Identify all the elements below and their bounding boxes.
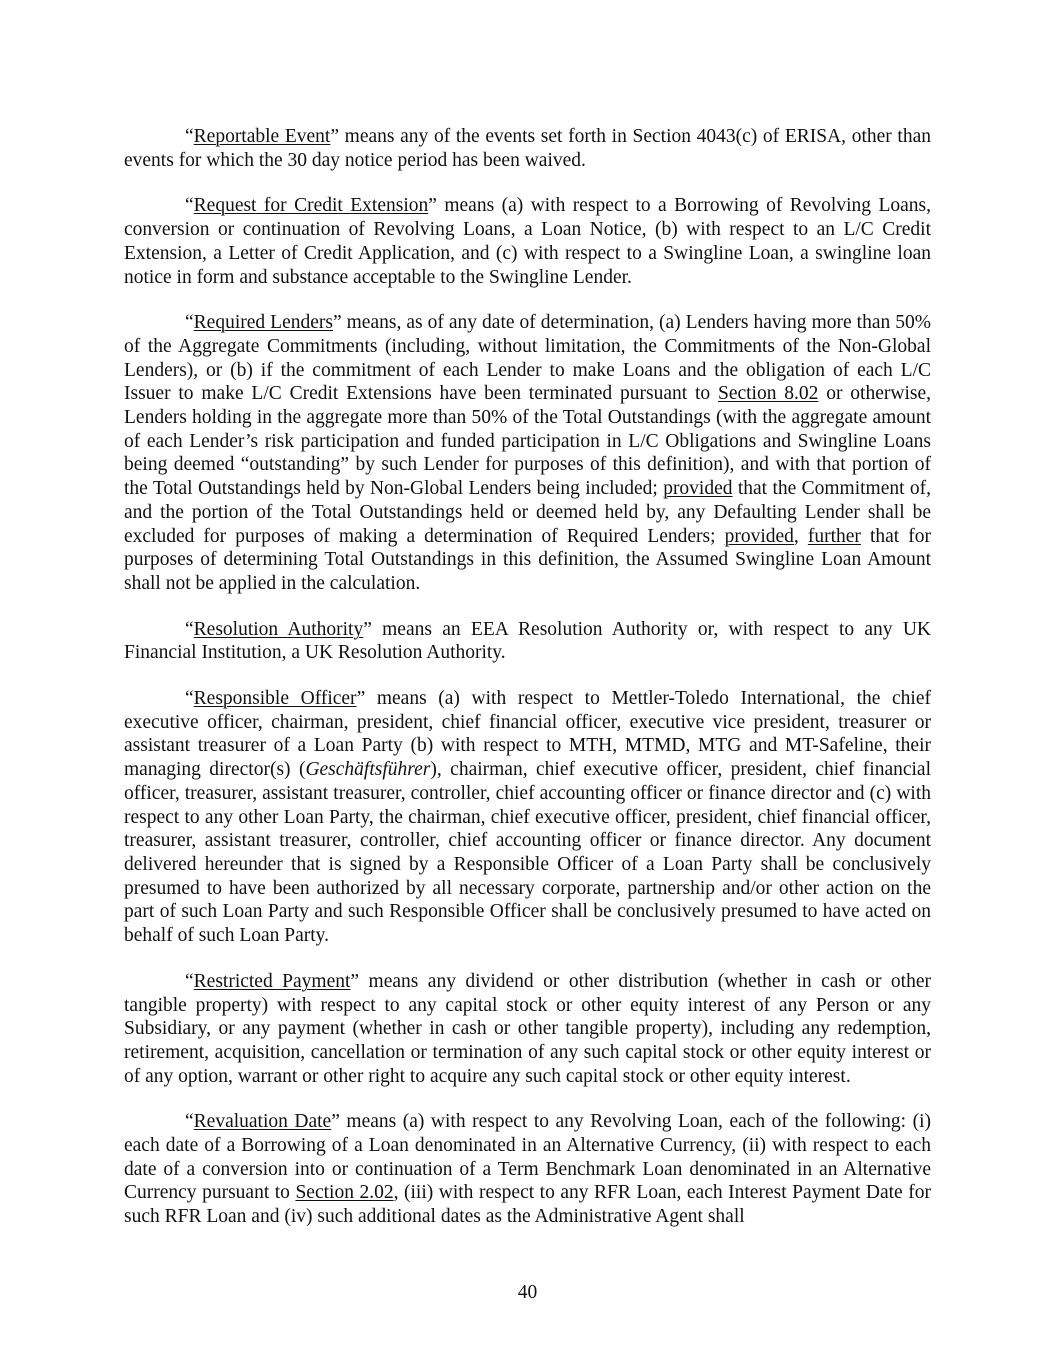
definition-text: “ <box>185 312 194 334</box>
definition-text: , (iii) with respect to any RFR Loan, each Interest Payment Date for such RFR Loan and (iv) such additional dates as the Administrative Agent shall <box>124 1182 931 1228</box>
definition-text: “ <box>185 1111 194 1133</box>
definition-paragraph <box>124 687 931 948</box>
definition-text: “ <box>185 195 194 217</box>
underlined-reference: Section 2.02 <box>295 1182 394 1204</box>
definition-text: ” means any dividend or other distribution (whether in cash or other tangible property) with respect to any capital stock or other equity interest of any Person or any Subsidiary, or any payment (whether in cash or other tangible property), including any redemption, retirement, acquisition, cancellation or termination of any such capital stock or other equity interest or of any option, warrant or other right to acquire any such capital stock or other equity interest. <box>124 970 931 1087</box>
definition-paragraph <box>124 311 931 595</box>
definition-text: that the Commitment of, and the portion of the Total Outstandings held or deemed held by, any Defaulting Lender shall be excluded for purposes of making a determination of Required Lenders; <box>124 478 931 547</box>
definition-text: “ <box>185 688 194 710</box>
definition-text: ” means any of the events set forth in Section 4043(c) of ERISA, other than events for which the 30 day notice period has been waived. <box>124 126 931 171</box>
underlined-reference: further <box>807 525 861 547</box>
defined-term: Revaluation Date <box>193 1111 332 1133</box>
definition-text: that for purposes of determining Total Outstandings in this definition, the Assumed Swingline Loan Amount shall not be applied in the calculation. <box>124 525 932 594</box>
italic-term: Geschäftsführer <box>305 759 431 781</box>
definition-text: ), chairman, chief executive officer, president, chief financial officer, treasurer, assistant treasurer, controller, chief accounting officer or finance director and (c) with respect to any other Loan Party, the chairman, chief executive officer, president, chief financial officer, treasurer, assistant treasurer, controller, chief accounting officer or finance director. Any document delivered hereunder that is signed by a Responsible Officer of a Loan Party shall be conclusively presumed to have been authorized by all necessary corporate, partnership and/or other action on the part of such Loan Party and such Responsible Officer shall be conclusively presumed to have acted on behalf of such Loan Party. <box>124 759 931 947</box>
definition-paragraph <box>124 618 931 665</box>
underlined-reference: Section 8.02 <box>717 383 819 405</box>
page-number: 40 <box>517 1282 538 1303</box>
defined-term: Request for Credit Extension <box>193 195 429 217</box>
defined-term: Responsible Officer <box>193 688 357 710</box>
underlined-reference: provided <box>663 478 733 500</box>
definition-text: , <box>793 525 808 547</box>
defined-term: Resolution Authority <box>193 618 364 640</box>
definition-text: or otherwise, Lenders holding in the aggregate more than 50% of the Total Outstandings (with the aggregate amount of each Lender’s risk participation and funded participation in L/C Obligations and Swingline Loans being deemed “outstanding” by such Lender for purposes of this definition), and with that portion of the Total Outstandings held by Non-Global Lenders being included; <box>124 383 931 500</box>
defined-term: Restricted Payment <box>193 970 351 992</box>
definitions-body <box>124 125 931 1229</box>
definition-text: “ <box>185 126 194 147</box>
underlined-reference: provided <box>724 525 794 547</box>
defined-term: Reportable Event <box>193 126 331 147</box>
definition-paragraph <box>124 125 931 172</box>
definition-text: “ <box>185 618 194 640</box>
definition-paragraph <box>124 970 931 1089</box>
definition-text: ” means (a) with respect to Mettler-Toledo International, the chief executive officer, chairman, president, chief financial officer, executive vice president, treasurer or assistant treasurer of a Loan Party (b) with respect to MTH, MTMD, MTG and MT-Safeline, their managing director(s) ( <box>124 688 932 781</box>
definition-text: ” means (a) with respect to a Borrowing of Revolving Loans, conversion or continuation of Revolving Loans, a Loan Notice, (b) with respect to an L/C Credit Extension, a Letter of Credit Application, and (c) with respect to a Swingline Loan, a swingline loan notice in form and substance acceptable to the Swingline Lender. <box>124 195 931 288</box>
definition-text: ” means an EEA Resolution Authority or, with respect to any UK Financial Institution, a UK Resolution Authority. <box>124 618 931 664</box>
definition-paragraph <box>124 1110 931 1229</box>
definition-text: ” means, as of any date of determination, (a) Lenders having more than 50% of the Aggregate Commitments (including, without limitation, the Commitments of the Non-Global Lenders), or (b) if the commitment of each Lender to make Loans and the obligation of each L/C Issuer to make L/C Credit Extensions have been terminated pursuant to <box>124 312 931 405</box>
definition-text: “ <box>185 970 194 992</box>
defined-term: Required Lenders <box>193 312 333 334</box>
definition-text: ” means (a) with respect to any Revolving Loan, each of the following: (i) each date of a Borrowing of a Loan denominated in an Alternative Currency, (ii) with respect to each date of a conversion into or continuation of a Term Benchmark Loan denominated in an Alternative Currency pursuant to <box>124 1111 931 1204</box>
definition-paragraph <box>124 194 931 289</box>
